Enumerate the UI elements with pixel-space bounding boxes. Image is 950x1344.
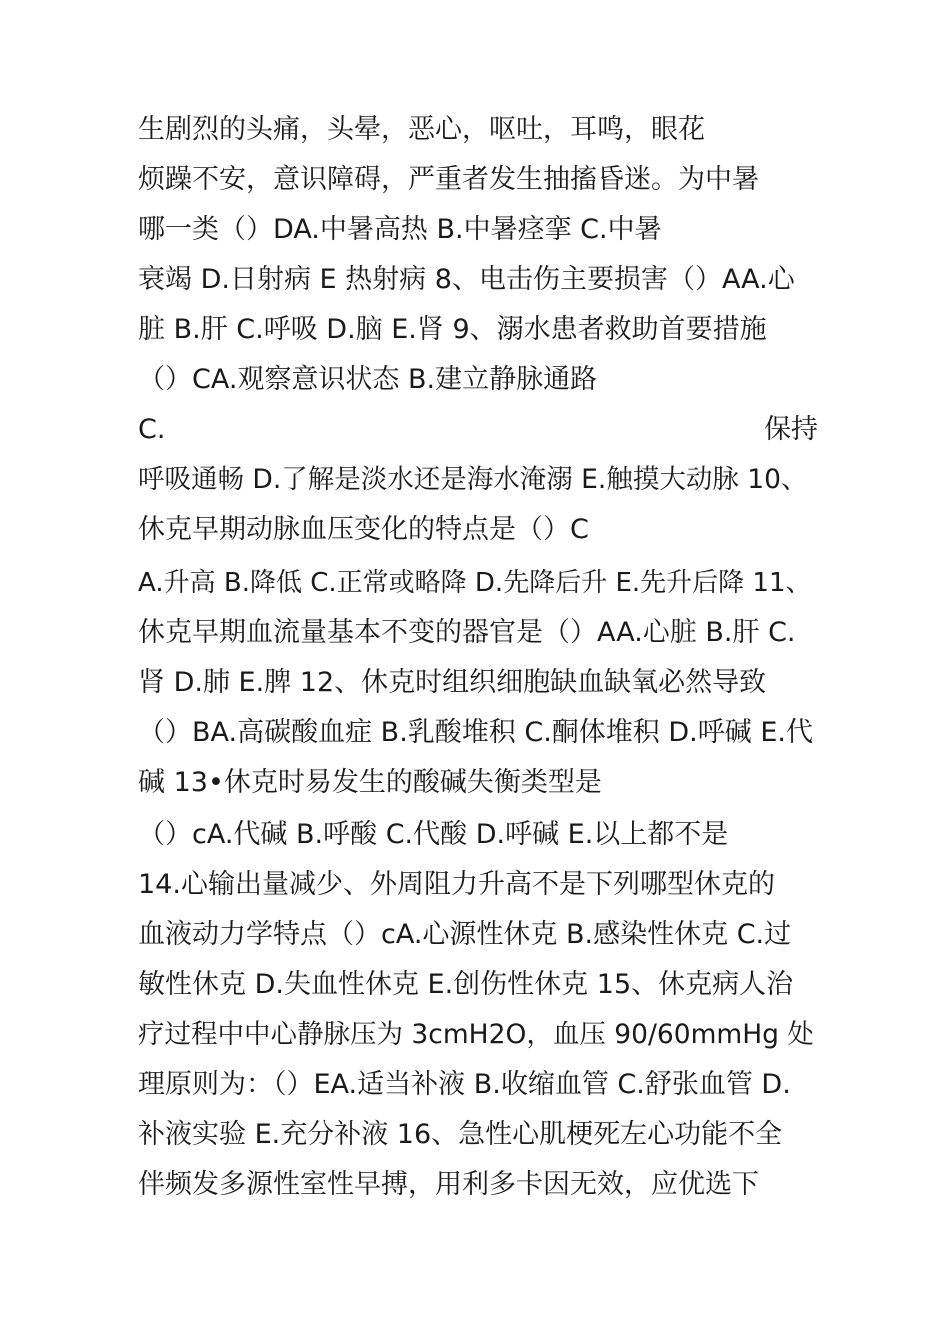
text-line: A.升高 B.降低 C.正常或略降 D.先降后升 E.先升后降 11、 — [138, 568, 812, 598]
text-line: 脏 B.肝 C.呼吸 D.脑 E.肾 9、溺水患者救助首要措施 — [138, 314, 767, 345]
text-line: 血液动力学特点（）cA.心源性休克 B.感染性休克 C.过 — [138, 919, 792, 950]
text-line: 衰竭 D.日射病 E 热射病 8、电击伤主要损害（）AA.心 — [138, 264, 795, 295]
text-line: 休克早期血流量基本不变的器官是（）AA.心脏 B.肝 C. — [138, 617, 796, 648]
text-line: （）cA.代碱 B.呼酸 C.代酸 D.呼碱 E.以上都不是 — [138, 819, 729, 850]
text-line: 烦躁不安，意识障碍，严重者发生抽搐昏迷。为中暑 — [138, 164, 759, 195]
text-line: 呼吸通畅 D.了解是淡水还是海水淹溺 E.触摸大动脉 10、 — [138, 464, 808, 495]
text-line: （）CA.观察意识状态 B.建立静脉通路 — [138, 364, 598, 395]
text-line: 14.心输出量减少、外周阻力升高不是下列哪型休克的 — [138, 869, 775, 900]
text-line: 哪一类（）DA.中暑高热 B.中暑痉挛 C.中暑 — [138, 214, 662, 245]
text-line: 肾 D.肺 E.脾 12、休克时组织细胞缺血缺氧必然导致 — [138, 667, 767, 698]
text-line: 敏性休克 D.失血性休克 E.创伤性休克 15、休克病人治 — [138, 969, 794, 1000]
text-line: （）BA.高碳酸血症 B.乳酸堆积 C.酮体堆积 D.呼碱 E.代 — [138, 717, 813, 748]
text-line: 生剧烈的头痛，头晕，恶心，呕吐，耳鸣，眼花 — [138, 114, 705, 145]
text-line: 休克早期动脉血压变化的特点是（）C — [138, 514, 589, 545]
text-line: 补液实验 E.充分补液 16、急性心肌梗死左心功能不全 — [138, 1119, 783, 1150]
text-fragment-right: 保持 — [764, 414, 818, 445]
text-fragment-left: C. — [138, 414, 166, 445]
text-line: 理原则为：（）EA.适当补液 B.收缩血管 C.舒张血管 D. — [138, 1069, 791, 1100]
text-line: 碱 13•休克时易发生的酸碱失衡类型是 — [138, 767, 602, 798]
text-line: 疗过程中中心静脉压为 3cmH2O，血压 90/60mmHg 处 — [138, 1019, 814, 1050]
text-line-justified — [138, 410, 818, 450]
text-line: 伴频发多源性室性早搏，用利多卡因无效，应优选下 — [138, 1169, 759, 1200]
